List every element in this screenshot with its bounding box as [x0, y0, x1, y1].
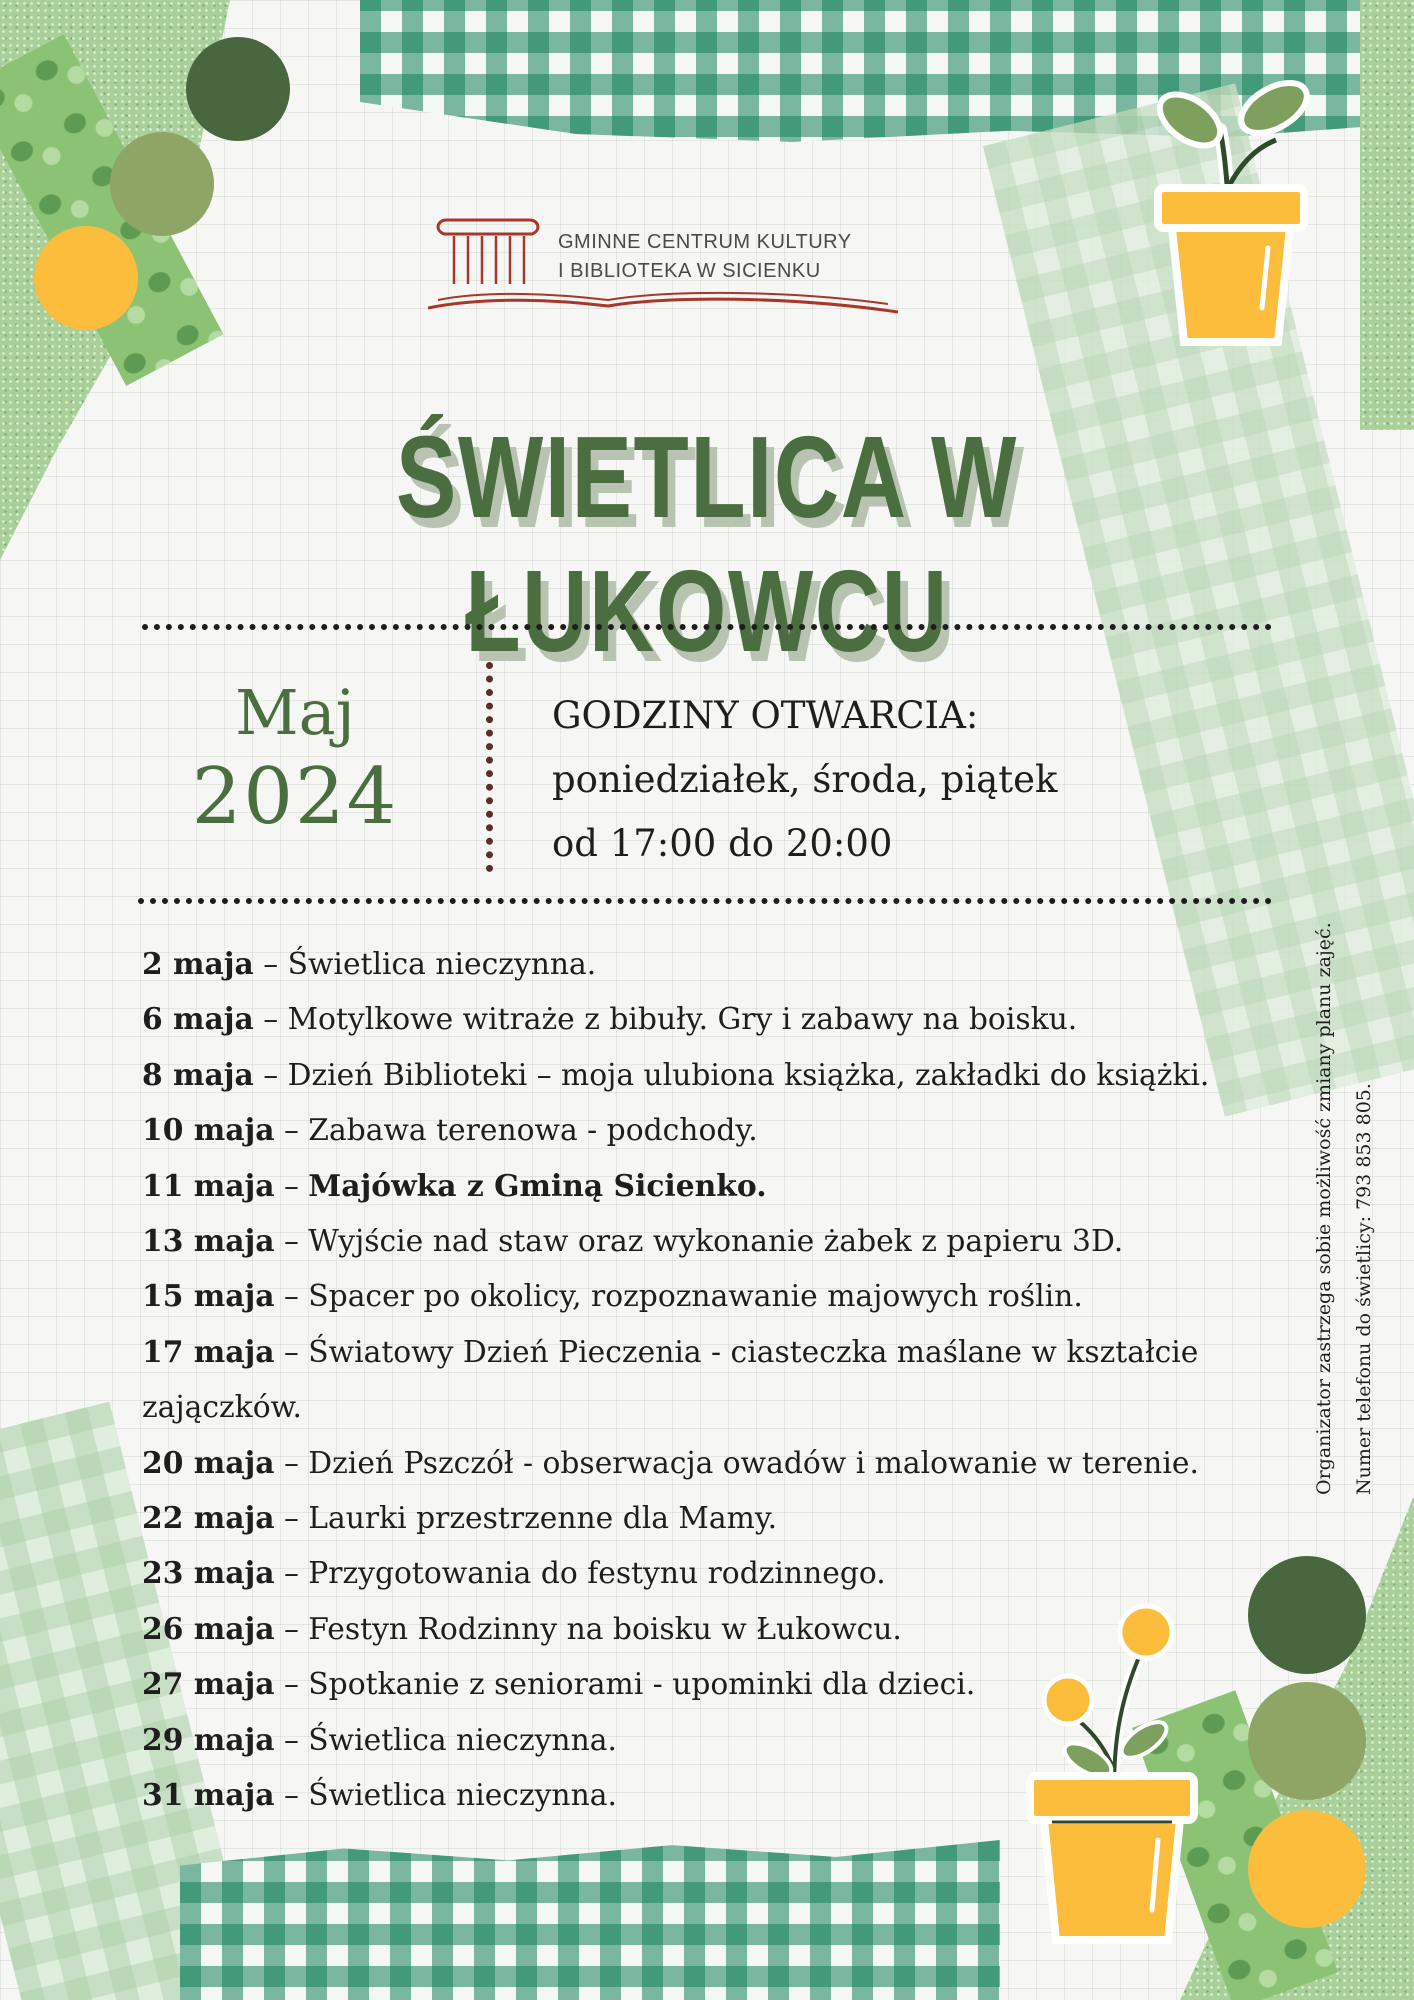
gingham-tape-bottom [180, 1840, 1000, 2000]
event-description: Spotkanie z seniorami - upominki dla dzieci. [308, 1667, 976, 1703]
event-list [142, 937, 1292, 1824]
event-date: 20 maja [142, 1445, 275, 1481]
opening-hours-time: od 17:00 do 20:00 [552, 822, 893, 865]
event-item [142, 937, 1282, 992]
event-separator: – [274, 1556, 309, 1592]
event-separator: – [274, 1445, 309, 1481]
event-description: Laurki przestrzenne dla Mamy. [308, 1501, 778, 1537]
divider-vertical [486, 662, 493, 872]
event-date: 22 maja [142, 1501, 275, 1537]
opening-hours-days: poniedziałek, środa, piątek [552, 758, 1058, 801]
event-date: 6 maja [142, 1002, 254, 1038]
circle-yellow-bottom [1248, 1810, 1366, 1928]
organizer-note-line-1: Organizator zastrzega sobie możliwość zmiany planu zajęć. [1313, 922, 1335, 1495]
event-item [142, 1713, 1282, 1768]
event-date: 27 maja [142, 1667, 275, 1703]
event-date: 26 maja [142, 1611, 275, 1647]
event-separator: – [274, 1611, 309, 1647]
opening-hours-heading: GODZINY OTWARCIA: [552, 694, 979, 737]
event-separator: – [253, 947, 288, 982]
opening-hours [552, 684, 1057, 876]
event-separator: – [274, 1279, 309, 1315]
event-date: 23 maja [142, 1556, 275, 1592]
logo-line-2: I BIBLIOTEKA W SICIENKU [558, 260, 821, 282]
event-description: Zabawa terenowa - podchody. [308, 1113, 758, 1149]
event-separator: – [274, 1224, 309, 1260]
event-description: Wyjście nad staw oraz wykonanie żabek z papieru 3D. [308, 1224, 1124, 1260]
event-date: 10 maja [142, 1113, 275, 1149]
event-item [142, 1602, 1282, 1657]
event-description: Światowy Dzień Pieczenia - ciasteczka maślane w kształcie [308, 1334, 1199, 1370]
event-item [142, 1546, 1282, 1601]
event-description: Świetlica nieczynna. [308, 1722, 617, 1758]
event-description: Majówka z Gminą Sicienko. [308, 1168, 767, 1204]
event-separator: – [274, 1334, 309, 1370]
page-title: ŚWIETLICA W ŁUKOWCU [396, 412, 1018, 676]
event-separator: – [253, 1002, 288, 1038]
event-separator: – [274, 1667, 309, 1703]
event-item [142, 1269, 1282, 1324]
event-date: 13 maja [142, 1224, 275, 1260]
event-separator: – [274, 1168, 309, 1204]
event-description: Dzień Pszczół - obserwacja owadów i malowanie w terenie. [308, 1445, 1199, 1481]
event-description: Przygotowania do festynu rodzinnego. [308, 1556, 886, 1592]
year-label: 2024 [191, 752, 399, 842]
event-item [142, 1436, 1282, 1491]
event-item [142, 1214, 1282, 1269]
event-description: Świetlica nieczynna. [287, 947, 597, 982]
event-separator: – [253, 1057, 288, 1093]
event-date: 15 maja [142, 1279, 275, 1315]
event-date: 8 maja [142, 1057, 254, 1093]
event-date: 17 maja [142, 1334, 275, 1370]
circle-yellow [34, 226, 138, 330]
event-description: Świetlica nieczynna. [308, 1778, 617, 1814]
event-item [142, 1768, 1282, 1823]
circle-sage-green [110, 132, 214, 236]
month-label: Maj [235, 676, 355, 749]
glitter-right-edge [1360, 0, 1414, 430]
organizer-note-line-2: Numer telefonu do świetlicy: 793 853 805. [1353, 1083, 1375, 1495]
event-item [142, 1491, 1282, 1546]
event-item [142, 1159, 1282, 1214]
event-description: Festyn Rodzinny na boisku w Łukowcu. [308, 1611, 902, 1647]
event-date: 2 maja [142, 947, 254, 982]
event-date: 29 maja [142, 1722, 275, 1758]
event-item [142, 1103, 1282, 1158]
event-item [142, 1325, 1282, 1380]
event-item [142, 1657, 1282, 1712]
event-separator: – [274, 1722, 309, 1758]
logo-line-1: GMINNE CENTRUM KULTURY [558, 231, 852, 253]
organization-logo [428, 210, 908, 320]
divider-bottom [138, 898, 1272, 904]
event-description: Spacer po okolicy, rozpoznawanie majowych roślin. [308, 1279, 1083, 1315]
event-date: 11 maja [142, 1168, 275, 1204]
logo-text [558, 228, 852, 286]
event-separator: – [274, 1113, 309, 1149]
event-date: 31 maja [142, 1778, 275, 1814]
event-separator: – [274, 1778, 309, 1814]
event-description-continued: zajączków. [142, 1390, 302, 1426]
event-item [142, 992, 1282, 1047]
event-separator: – [274, 1501, 309, 1537]
event-item [142, 1048, 1282, 1103]
event-description: Dzień Biblioteki – moja ulubiona książka, zakładki do książki. [287, 1057, 1210, 1093]
divider-top [142, 624, 1272, 630]
event-description: Motylkowe witraże z bibuły. Gry i zabawy na boisku. [287, 1002, 1078, 1038]
circle-dark-green [186, 37, 290, 141]
plant-pot-icon [1146, 68, 1316, 358]
organizer-note [1304, 922, 1384, 1495]
